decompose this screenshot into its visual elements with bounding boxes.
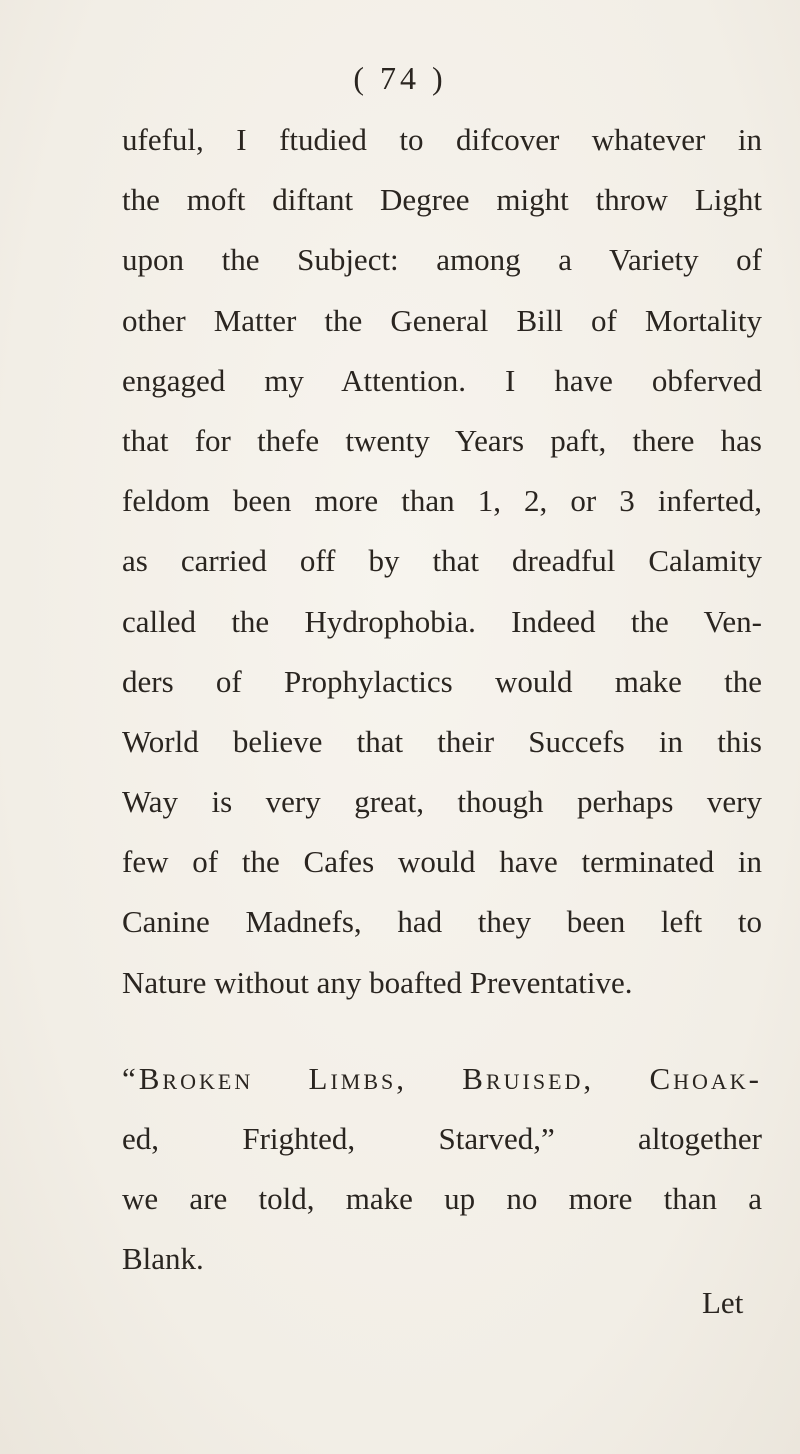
text-line: we are told, make up no more than a xyxy=(122,1181,762,1217)
text-line: Way is very great, though perhaps very xyxy=(122,784,762,820)
paragraph-gap xyxy=(122,1013,762,1049)
text-line: engaged my Attention. I have obferved xyxy=(122,362,762,398)
text-line: World believe that their Succefs in this xyxy=(122,723,762,759)
body-text xyxy=(122,110,762,1290)
text-line: “Broken Limbs, Bruised, Choak- xyxy=(122,1060,762,1096)
text-line: that for thefe twenty Years paft, there has xyxy=(122,422,762,458)
text-line: Canine Madnefs, had they been left to xyxy=(122,904,762,940)
text-line: as carried off by that dreadful Calamity xyxy=(122,543,762,579)
text-line: other Matter the General Bill of Mortality xyxy=(122,302,762,338)
text-line: ders of Prophylactics would make the xyxy=(122,663,762,699)
text-line: the moft diftant Degree might throw Light xyxy=(122,182,762,218)
text-line: few of the Cafes would have terminated in xyxy=(122,844,762,880)
text-line: feldom been more than 1, 2, or 3 inferted, xyxy=(122,483,762,519)
text-line: ed, Frighted, Starved,” altogether xyxy=(122,1121,762,1156)
page-number: ( 74 ) xyxy=(353,60,447,96)
text-line: called the Hydrophobia. Indeed the Ven- xyxy=(122,603,762,639)
text-line: ufeful, I ftudied to difcover whatever in xyxy=(122,122,762,157)
text-line: Nature without any boafted Preventative. xyxy=(122,964,633,1000)
catchword: Let xyxy=(702,1285,744,1320)
text-line: upon the Subject: among a Variety of xyxy=(122,242,762,278)
text-line: Blank. xyxy=(122,1241,204,1277)
